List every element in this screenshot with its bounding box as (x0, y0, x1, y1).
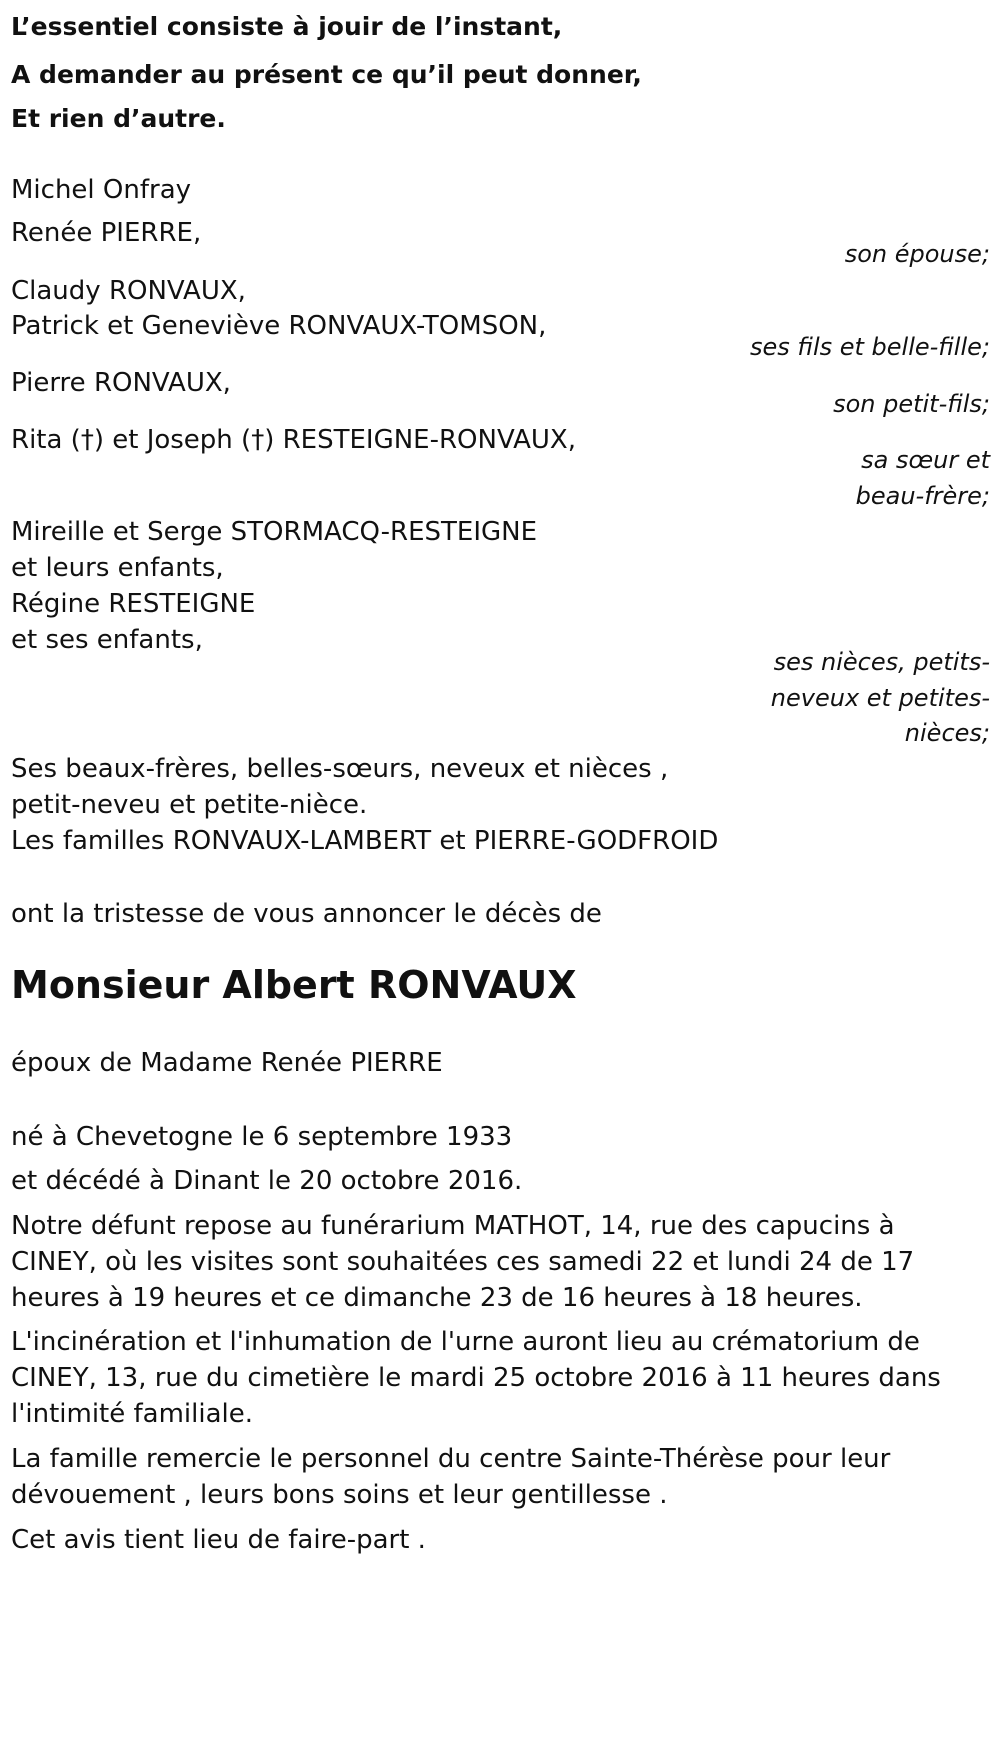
announcement: ont la tristesse de vous annoncer le décès de (11, 899, 602, 929)
spouse-role: son épouse; (844, 240, 990, 268)
deceased-died: et décédé à Dinant le 20 octobre 2016. (11, 1166, 523, 1196)
sister-role-2: beau-frère; (855, 482, 990, 510)
quote-author: Michel Onfray (11, 175, 192, 205)
notice-line: Cet avis tient lieu de faire-part . (11, 1525, 426, 1555)
sons-role: ses fils et belle-fille; (750, 333, 990, 361)
sister-role-1: sa sœur et (861, 446, 990, 474)
nieces-role-1: ses nièces, petits- (773, 648, 990, 676)
thanks-line-1: La famille remercie le personnel du centre Sainte-Thérèse pour leur (11, 1444, 891, 1474)
grandson-role: son petit-fils; (833, 390, 990, 418)
spouse-name: Renée PIERRE, (11, 218, 202, 248)
niece-2: Régine RESTEIGNE (11, 589, 256, 619)
deceased-spouse: époux de Madame Renée PIERRE (11, 1048, 443, 1078)
cremation-line-1: L'incinération et l'inhumation de l'urne auront lieu au crématorium de (11, 1327, 920, 1357)
funeral-home-line-1: Notre défunt repose au funérarium MATHOT, 14, rue des capucins à (11, 1211, 895, 1241)
cremation-line-3: l'intimité familiale. (11, 1399, 253, 1429)
son-2: Patrick et Geneviève RONVAUX-TOMSON, (11, 311, 547, 341)
niece-1: Mireille et Serge STORMACQ-RESTEIGNE (11, 517, 538, 547)
nieces-role-2: neveux et petites- (770, 684, 990, 712)
funeral-home-line-2: CINEY, où les visites sont souhaitées ces samedi 22 et lundi 24 de 17 (11, 1247, 915, 1277)
quote-line-2: A demander au présent ce qu’il peut donner, (11, 60, 642, 89)
cremation-line-2: CINEY, 13, rue du cimetière le mardi 25 octobre 2016 à 11 heures dans (11, 1363, 941, 1393)
quote-line-1: L’essentiel consiste à jouir de l’instant, (11, 12, 563, 41)
others-line-2: petit-neveu et petite-nièce. (11, 790, 368, 820)
thanks-line-2: dévouement , leurs bons soins et leur gentillesse . (11, 1480, 668, 1510)
quote-line-3: Et rien d’autre. (11, 104, 226, 133)
deceased-born: né à Chevetogne le 6 septembre 1933 (11, 1122, 513, 1152)
grandson: Pierre RONVAUX, (11, 368, 231, 398)
nieces-role-3: nièces; (904, 719, 990, 747)
funeral-home-line-3: heures à 19 heures et ce dimanche 23 de 16 heures à 18 heures. (11, 1283, 863, 1313)
niece-2-children: et ses enfants, (11, 625, 203, 655)
others-line-3: Les familles RONVAUX-LAMBERT et PIERRE-GODFROID (11, 826, 719, 856)
sister: Rita (†) et Joseph (†) RESTEIGNE-RONVAUX, (11, 425, 576, 455)
others-line-1: Ses beaux-frères, belles-sœurs, neveux et nièces , (11, 754, 669, 784)
son-1: Claudy RONVAUX, (11, 276, 246, 306)
deceased-name: Monsieur Albert RONVAUX (11, 963, 577, 1007)
niece-1-children: et leurs enfants, (11, 553, 224, 583)
